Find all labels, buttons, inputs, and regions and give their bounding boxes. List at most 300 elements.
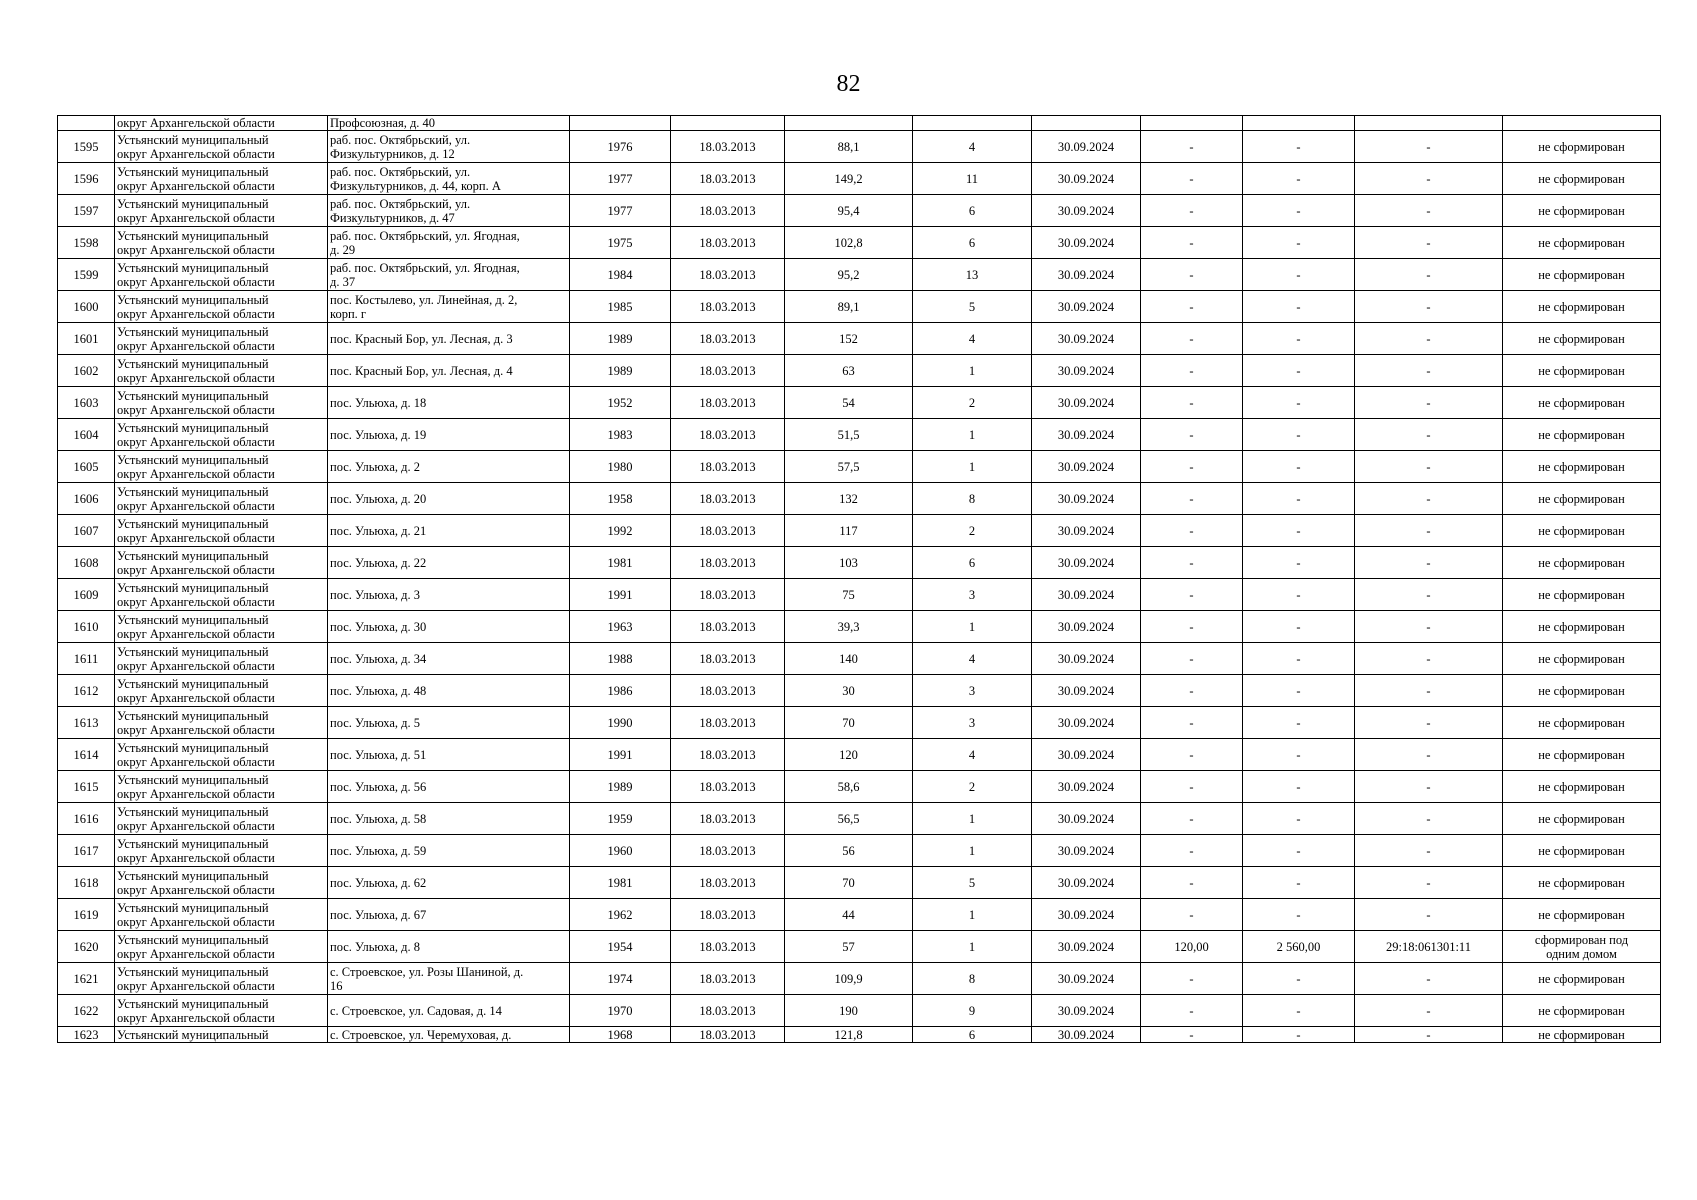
table-row (58, 419, 1661, 451)
cell-municipality-line: Устьянский муниципальный (117, 196, 269, 211)
cell-status-line: не сформирован (1538, 875, 1625, 890)
cell-cost: - (1243, 355, 1355, 387)
cell-municipality (115, 771, 328, 803)
cell-year: 1960 (570, 835, 671, 867)
cell-address-line: пос. Ульюха, д. 8 (330, 939, 421, 954)
cell-deadline: 30.09.2024 (1032, 515, 1141, 547)
cell-deadline: 30.09.2024 (1032, 131, 1141, 163)
cell-number: 1595 (58, 131, 115, 163)
cell-date: 18.03.2013 (671, 259, 785, 291)
cell-count: 1 (913, 419, 1032, 451)
cell-count: 1 (913, 899, 1032, 931)
cell-cadastral: - (1355, 579, 1503, 611)
cell-municipality-line: округ Архангельской области (117, 786, 275, 801)
cell-area: 102,8 (785, 227, 913, 259)
cell-count: 5 (913, 291, 1032, 323)
cell-number: 1609 (58, 579, 115, 611)
cell-address-line: раб. пос. Октябрьский, ул. Ягодная, (330, 228, 520, 243)
cell-status (1503, 675, 1661, 707)
cell-count: 6 (913, 195, 1032, 227)
cell-date: 18.03.2013 (671, 355, 785, 387)
cell-status (1503, 116, 1661, 131)
cell-municipality (115, 899, 328, 931)
cell-date: 18.03.2013 (671, 803, 785, 835)
cell-land-area: - (1141, 419, 1243, 451)
cell-status (1503, 355, 1661, 387)
cell-address-line: пос. Ульюха, д. 18 (330, 395, 427, 410)
table-row (58, 643, 1661, 675)
cell-count: 6 (913, 227, 1032, 259)
cell-year: 1954 (570, 931, 671, 963)
table-row (58, 963, 1661, 995)
cell-cost: - (1243, 739, 1355, 771)
cell-cadastral: - (1355, 867, 1503, 899)
cell-status-line: не сформирован (1538, 523, 1625, 538)
cell-status-line: не сформирован (1538, 235, 1625, 250)
cell-number: 1622 (58, 995, 115, 1027)
cell-deadline: 30.09.2024 (1032, 227, 1141, 259)
cell-land-area: - (1141, 291, 1243, 323)
cell-address-line: раб. пос. Октябрьский, ул. (330, 196, 471, 211)
cell-status-line: одним домом (1546, 946, 1617, 961)
cell-status (1503, 899, 1661, 931)
cell-municipality (115, 963, 328, 995)
cell-municipality-line: округ Архангельской области (117, 882, 275, 897)
cell-cadastral: - (1355, 387, 1503, 419)
cell-area: 95,2 (785, 259, 913, 291)
cell-land-area: - (1141, 579, 1243, 611)
cell-deadline: 30.09.2024 (1032, 675, 1141, 707)
cell-cadastral: - (1355, 515, 1503, 547)
cell-area: 56,5 (785, 803, 913, 835)
table-row (58, 707, 1661, 739)
cell-municipality-line: округ Архангельской области (117, 978, 275, 993)
cell-municipality (115, 867, 328, 899)
cell-count: 13 (913, 259, 1032, 291)
cell-deadline: 30.09.2024 (1032, 451, 1141, 483)
cell-cost: - (1243, 803, 1355, 835)
cell-address-line: пос. Ульюха, д. 22 (330, 555, 427, 570)
cell-municipality-line: Устьянский муниципальный (117, 932, 269, 947)
cell-number: 1596 (58, 163, 115, 195)
table-row (58, 131, 1661, 163)
cell-cadastral: - (1355, 195, 1503, 227)
cell-municipality-line: Устьянский муниципальный (117, 292, 269, 307)
cell-municipality (115, 163, 328, 195)
cell-municipality (115, 579, 328, 611)
cell-year: 1989 (570, 355, 671, 387)
cell-cost: - (1243, 291, 1355, 323)
cell-land-area: - (1141, 771, 1243, 803)
cell-municipality (115, 419, 328, 451)
cell-year: 1977 (570, 163, 671, 195)
cell-area: 190 (785, 995, 913, 1027)
cell-status (1503, 451, 1661, 483)
cell-area: 56 (785, 835, 913, 867)
cell-date: 18.03.2013 (671, 707, 785, 739)
table-row (58, 771, 1661, 803)
cell-municipality-line: Устьянский муниципальный (117, 484, 269, 499)
cell-address-line: пос. Ульюха, д. 48 (330, 683, 427, 698)
cell-municipality-line: Устьянский муниципальный (117, 516, 269, 531)
cell-municipality: округ Архангельской области (115, 116, 328, 131)
cell-area (785, 116, 913, 131)
cell-cost: - (1243, 899, 1355, 931)
cell-date: 18.03.2013 (671, 515, 785, 547)
cell-date: 18.03.2013 (671, 739, 785, 771)
cell-municipality (115, 515, 328, 547)
cell-address-line: Физкультурников, д. 12 (330, 146, 455, 161)
cell-number: 1611 (58, 643, 115, 675)
cell-number (58, 116, 115, 131)
cell-date: 18.03.2013 (671, 291, 785, 323)
cell-deadline: 30.09.2024 (1032, 419, 1141, 451)
cell-status-line: не сформирован (1538, 779, 1625, 794)
cell-address (328, 387, 570, 419)
cell-count: 3 (913, 675, 1032, 707)
cell-status-line: не сформирован (1538, 811, 1625, 826)
cell-area: 57,5 (785, 451, 913, 483)
cell-address-line: д. 37 (330, 274, 356, 289)
cell-cost: - (1243, 195, 1355, 227)
cell-deadline: 30.09.2024 (1032, 1027, 1141, 1043)
cell-deadline: 30.09.2024 (1032, 803, 1141, 835)
cell-land-area: - (1141, 355, 1243, 387)
cell-cost: - (1243, 259, 1355, 291)
cell-address (328, 163, 570, 195)
cell-land-area: - (1141, 515, 1243, 547)
cell-address-line: пос. Красный Бор, ул. Лесная, д. 4 (330, 363, 513, 378)
cell-status (1503, 835, 1661, 867)
cell-municipality-line: округ Архангельской области (117, 530, 275, 545)
cell-count: 1 (913, 931, 1032, 963)
cell-municipality-line: округ Архангельской области (117, 626, 275, 641)
cell-address (328, 771, 570, 803)
cell-status-line: не сформирован (1538, 171, 1625, 186)
cell-date: 18.03.2013 (671, 387, 785, 419)
cell-address (328, 227, 570, 259)
cell-land-area: - (1141, 899, 1243, 931)
cell-deadline: 30.09.2024 (1032, 547, 1141, 579)
cell-municipality (115, 611, 328, 643)
cell-municipality-line: Устьянский муниципальный (117, 996, 269, 1011)
cell-municipality-line: Устьянский муниципальный (117, 804, 269, 819)
cell-address-line: д. 29 (330, 242, 356, 257)
cell-status-line: не сформирован (1538, 747, 1625, 762)
cell-year: 1958 (570, 483, 671, 515)
cell-cadastral: - (1355, 547, 1503, 579)
cell-cost: - (1243, 131, 1355, 163)
cell-cadastral: - (1355, 995, 1503, 1027)
cell-date: 18.03.2013 (671, 931, 785, 963)
cell-year: 1991 (570, 739, 671, 771)
table-row (58, 227, 1661, 259)
cell-municipality-line: округ Архангельской области (117, 914, 275, 929)
cell-deadline: 30.09.2024 (1032, 259, 1141, 291)
cell-date: 18.03.2013 (671, 1027, 785, 1043)
cell-area: 140 (785, 643, 913, 675)
cell-cost (1243, 116, 1355, 131)
cell-year: 1959 (570, 803, 671, 835)
cell-deadline: 30.09.2024 (1032, 835, 1141, 867)
cell-year: 1989 (570, 771, 671, 803)
cell-status (1503, 291, 1661, 323)
cell-number: 1602 (58, 355, 115, 387)
table-row (58, 291, 1661, 323)
cell-cadastral: - (1355, 291, 1503, 323)
cell-date: 18.03.2013 (671, 163, 785, 195)
cell-municipality-line: Устьянский муниципальный (117, 356, 269, 371)
cell-municipality (115, 451, 328, 483)
cell-address-line: с. Строевское, ул. Розы Шаниной, д. (330, 964, 524, 979)
cell-count: 1 (913, 355, 1032, 387)
cell-municipality-line: округ Архангельской области (117, 594, 275, 609)
cell-cadastral: - (1355, 227, 1503, 259)
cell-status-line: не сформирован (1538, 331, 1625, 346)
cell-status (1503, 611, 1661, 643)
cell-cadastral: - (1355, 131, 1503, 163)
cell-address: с. Строевское, ул. Черемуховая, д. (328, 1027, 570, 1043)
cell-status-line: не сформирован (1538, 587, 1625, 602)
cell-count: 2 (913, 387, 1032, 419)
cell-number: 1599 (58, 259, 115, 291)
cell-municipality (115, 707, 328, 739)
cell-year: 1985 (570, 291, 671, 323)
cell-land-area: - (1141, 547, 1243, 579)
cell-number: 1620 (58, 931, 115, 963)
cell-status (1503, 771, 1661, 803)
cell-deadline: 30.09.2024 (1032, 195, 1141, 227)
cell-address-line: пос. Ульюха, д. 51 (330, 747, 427, 762)
cell-land-area: - (1141, 963, 1243, 995)
cell-address-line: Физкультурников, д. 47 (330, 210, 455, 225)
cell-date (671, 116, 785, 131)
cell-address-line: пос. Ульюха, д. 20 (330, 491, 427, 506)
cell-year: 1975 (570, 227, 671, 259)
cell-status (1503, 739, 1661, 771)
cell-number: 1610 (58, 611, 115, 643)
cell-municipality-line: Устьянский муниципальный (117, 132, 269, 147)
cell-area: 51,5 (785, 419, 913, 451)
cell-year: 1980 (570, 451, 671, 483)
cell-deadline: 30.09.2024 (1032, 995, 1141, 1027)
cell-date: 18.03.2013 (671, 963, 785, 995)
cell-count: 4 (913, 643, 1032, 675)
cell-status-line: не сформирован (1538, 267, 1625, 282)
cell-status (1503, 259, 1661, 291)
cell-deadline: 30.09.2024 (1032, 931, 1141, 963)
cell-count: 1 (913, 451, 1032, 483)
cell-municipality (115, 195, 328, 227)
cell-count: 5 (913, 867, 1032, 899)
cell-status-line: не сформирован (1538, 395, 1625, 410)
cell-municipality (115, 675, 328, 707)
cell-cadastral: - (1355, 451, 1503, 483)
cell-deadline: 30.09.2024 (1032, 483, 1141, 515)
cell-address-line: пос. Костылево, ул. Линейная, д. 2, (330, 292, 518, 307)
cell-date: 18.03.2013 (671, 771, 785, 803)
cell-municipality-line: округ Архангельской области (117, 690, 275, 705)
cell-status-line: не сформирован (1538, 619, 1625, 634)
cell-land-area: - (1141, 803, 1243, 835)
cell-address (328, 675, 570, 707)
cell-cadastral: 29:18:061301:11 (1355, 931, 1503, 963)
cell-municipality-line: округ Архангельской области (117, 562, 275, 577)
cell-municipality: Устьянский муниципальный (115, 1027, 328, 1043)
cell-area: 132 (785, 483, 913, 515)
cell-address-line: раб. пос. Октябрьский, ул. Ягодная, (330, 260, 520, 275)
cell-area: 44 (785, 899, 913, 931)
cell-land-area (1141, 116, 1243, 131)
cell-deadline: 30.09.2024 (1032, 163, 1141, 195)
cell-year: 1988 (570, 643, 671, 675)
cell-date: 18.03.2013 (671, 835, 785, 867)
cell-status (1503, 483, 1661, 515)
cell-cadastral: - (1355, 483, 1503, 515)
cell-address-line: пос. Ульюха, д. 58 (330, 811, 427, 826)
table-row (58, 163, 1661, 195)
cell-cost: - (1243, 707, 1355, 739)
cell-deadline (1032, 116, 1141, 131)
cell-date: 18.03.2013 (671, 419, 785, 451)
cell-address-line: пос. Ульюха, д. 5 (330, 715, 421, 730)
cell-municipality-line: Устьянский муниципальный (117, 164, 269, 179)
cell-cadastral: - (1355, 835, 1503, 867)
cell-count: 1 (913, 835, 1032, 867)
cell-municipality-line: Устьянский муниципальный (117, 612, 269, 627)
cell-status-line: не сформирован (1538, 843, 1625, 858)
cell-year: 1981 (570, 867, 671, 899)
cell-municipality (115, 931, 328, 963)
cell-cadastral: - (1355, 707, 1503, 739)
cell-area: 63 (785, 355, 913, 387)
cell-land-area: - (1141, 483, 1243, 515)
cell-status-line: не сформирован (1538, 715, 1625, 730)
table-row (58, 483, 1661, 515)
cell-municipality (115, 259, 328, 291)
cell-municipality-line: округ Архангельской области (117, 210, 275, 225)
cell-area: 109,9 (785, 963, 913, 995)
cell-address (328, 451, 570, 483)
cell-address-line: пос. Ульюха, д. 59 (330, 843, 427, 858)
cell-number: 1616 (58, 803, 115, 835)
cell-address (328, 483, 570, 515)
cell-land-area: - (1141, 323, 1243, 355)
cell-date: 18.03.2013 (671, 227, 785, 259)
housing-registry-table (57, 115, 1661, 1043)
cell-cost: - (1243, 611, 1355, 643)
cell-cadastral: - (1355, 771, 1503, 803)
cell-date: 18.03.2013 (671, 547, 785, 579)
cell-municipality-line: Устьянский муниципальный (117, 708, 269, 723)
table-body (58, 116, 1661, 1043)
table-row (58, 579, 1661, 611)
cell-status (1503, 995, 1661, 1027)
cell-area: 120 (785, 739, 913, 771)
cell-address (328, 835, 570, 867)
cell-status (1503, 643, 1661, 675)
cell-address-line: пос. Ульюха, д. 62 (330, 875, 427, 890)
cell-status (1503, 419, 1661, 451)
cell-date: 18.03.2013 (671, 323, 785, 355)
cell-municipality-line: Устьянский муниципальный (117, 836, 269, 851)
cell-date: 18.03.2013 (671, 611, 785, 643)
cell-address-line: Физкультурников, д. 44, корп. А (330, 178, 501, 193)
cell-address (328, 355, 570, 387)
cell-municipality-line: округ Архангельской области (117, 338, 275, 353)
cell-land-area: 120,00 (1141, 931, 1243, 963)
cell-count: 4 (913, 131, 1032, 163)
cell-area: 149,2 (785, 163, 913, 195)
cell-land-area: - (1141, 259, 1243, 291)
cell-cadastral: - (1355, 323, 1503, 355)
cell-area: 57 (785, 931, 913, 963)
cell-year: 1981 (570, 547, 671, 579)
cell-year: 1974 (570, 963, 671, 995)
cell-land-area: - (1141, 451, 1243, 483)
cell-status (1503, 803, 1661, 835)
cell-status-line: не сформирован (1538, 427, 1625, 442)
cell-deadline: 30.09.2024 (1032, 291, 1141, 323)
cell-year: 1976 (570, 131, 671, 163)
cell-status-line: сформирован под (1534, 932, 1629, 947)
cell-land-area: - (1141, 995, 1243, 1027)
cell-number: 1607 (58, 515, 115, 547)
cell-municipality (115, 355, 328, 387)
cell-status-line: не сформирован (1538, 555, 1625, 570)
cell-area: 58,6 (785, 771, 913, 803)
cell-number: 1623 (58, 1027, 115, 1043)
cell-address-line: пос. Ульюха, д. 56 (330, 779, 427, 794)
cell-year: 1989 (570, 323, 671, 355)
cell-number: 1605 (58, 451, 115, 483)
cell-status (1503, 963, 1661, 995)
cell-count: 8 (913, 483, 1032, 515)
cell-cost: - (1243, 483, 1355, 515)
cell-number: 1597 (58, 195, 115, 227)
cell-date: 18.03.2013 (671, 675, 785, 707)
cell-number: 1601 (58, 323, 115, 355)
cell-number: 1613 (58, 707, 115, 739)
cell-area: 54 (785, 387, 913, 419)
cell-number: 1614 (58, 739, 115, 771)
cell-date: 18.03.2013 (671, 195, 785, 227)
cell-cadastral: - (1355, 899, 1503, 931)
table-row (58, 515, 1661, 547)
cell-count: 1 (913, 803, 1032, 835)
cell-status-line: не сформирован (1538, 203, 1625, 218)
cell-deadline: 30.09.2024 (1032, 579, 1141, 611)
cell-status-line: не сформирован (1538, 971, 1625, 986)
cell-municipality-line: округ Архангельской области (117, 818, 275, 833)
cell-municipality-line: Устьянский муниципальный (117, 964, 269, 979)
table-row (58, 259, 1661, 291)
cell-municipality-line: Устьянский муниципальный (117, 740, 269, 755)
cell-number: 1618 (58, 867, 115, 899)
cell-address (328, 931, 570, 963)
cell-number: 1621 (58, 963, 115, 995)
cell-cadastral: - (1355, 1027, 1503, 1043)
cell-area: 117 (785, 515, 913, 547)
cell-status (1503, 387, 1661, 419)
cell-count: 3 (913, 579, 1032, 611)
cell-municipality-line: округ Архангельской области (117, 946, 275, 961)
cell-municipality (115, 387, 328, 419)
cell-municipality-line: Устьянский муниципальный (117, 548, 269, 563)
page-number: 82 (836, 71, 861, 97)
cell-status (1503, 547, 1661, 579)
cell-land-area: - (1141, 835, 1243, 867)
